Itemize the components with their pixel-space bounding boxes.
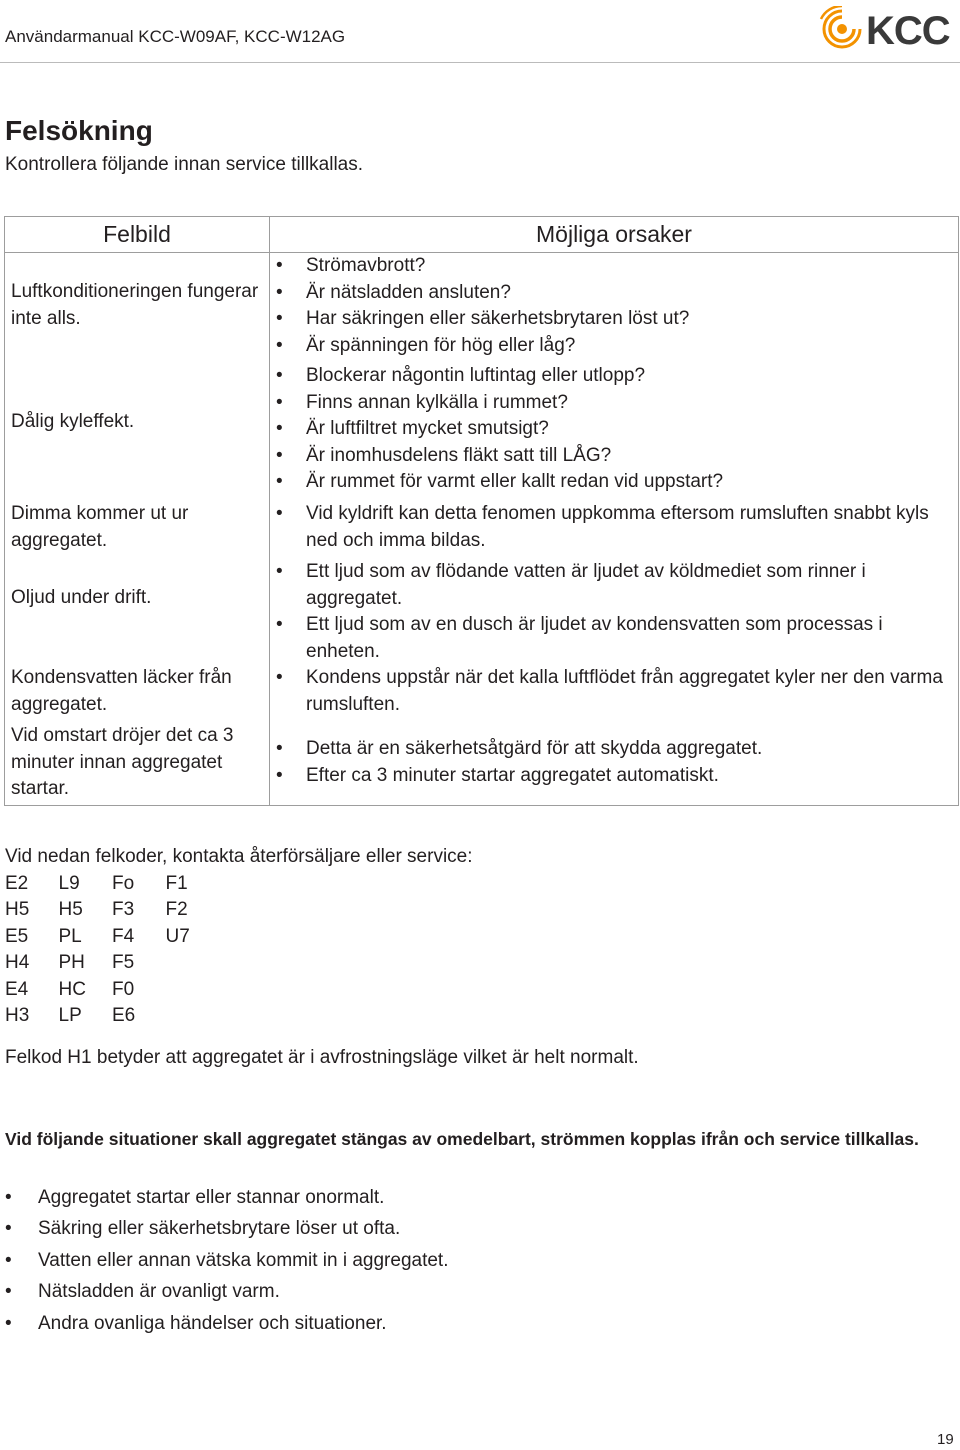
error-code: L9 bbox=[58, 873, 80, 894]
causes-list bbox=[270, 723, 958, 789]
causes-list bbox=[270, 363, 958, 496]
causes-list bbox=[270, 665, 958, 718]
causes-list bbox=[270, 559, 958, 665]
table-row bbox=[5, 253, 959, 364]
error-code-row bbox=[5, 871, 219, 897]
section-intro: Kontrollera följande innan service tillkallas. bbox=[5, 154, 364, 175]
causes-list bbox=[270, 253, 958, 359]
error-code: H5 bbox=[58, 899, 83, 921]
cause-item: • Kondens uppstår när det kalla luftflödet från aggregatet kyler ner den varma rumsluften. bbox=[306, 665, 958, 718]
error-code: H5 bbox=[5, 899, 30, 921]
col-header-causes: Möjliga orsaker bbox=[270, 217, 959, 253]
symptom-cell: Kondensvatten läcker från aggregatet. bbox=[11, 667, 232, 715]
symptom-cell: Dålig kyleffekt. bbox=[11, 411, 135, 432]
table-row bbox=[5, 501, 959, 559]
causes-list bbox=[270, 501, 958, 554]
page-header-title: Användarmanual KCC-W09AF, KCC-W12AG bbox=[5, 27, 346, 46]
error-codes-grid bbox=[5, 871, 219, 1029]
symptom-cell: Oljud under drift. bbox=[11, 587, 152, 608]
error-code-row bbox=[5, 897, 219, 923]
page-number: 19 bbox=[937, 1431, 954, 1448]
table-row bbox=[5, 363, 959, 501]
error-code: LP bbox=[58, 1005, 82, 1027]
error-code: H4 bbox=[5, 952, 30, 974]
error-code: F0 bbox=[112, 978, 135, 1000]
kcc-swirl-logo-icon bbox=[818, 6, 870, 52]
error-code: E4 bbox=[5, 978, 29, 1000]
cause-item: • Strömavbrott? bbox=[306, 253, 958, 280]
error-code-row bbox=[5, 1003, 219, 1029]
error-code: F3 bbox=[112, 899, 135, 921]
warning-heading: Vid följande situationer skall aggregatet stängas av omedelbart, strömmen kopplas ifrån och service tillkallas. bbox=[5, 1129, 919, 1149]
error-code: E2 bbox=[5, 873, 29, 894]
cause-item: • Finns annan kylkälla i rummet? bbox=[306, 390, 958, 417]
cause-item: • Detta är en säkerhetsåtgärd för att skydda aggregatet. bbox=[306, 736, 958, 763]
error-code: E6 bbox=[112, 1005, 136, 1027]
table-row bbox=[5, 723, 959, 806]
troubleshooting-table bbox=[4, 216, 959, 806]
header-divider bbox=[0, 62, 960, 63]
cause-item: • Är spänningen för hög eller låg? bbox=[306, 333, 958, 360]
section-title: Felsökning bbox=[5, 115, 153, 146]
symptom-cell: Dimma kommer ut ur aggregatet. bbox=[11, 503, 189, 551]
cause-item: • Blockerar någontin luftintag eller utlopp? bbox=[306, 363, 958, 390]
table-row bbox=[5, 559, 959, 665]
warning-item: • Vatten eller annan vätska kommit in i aggregatet. bbox=[5, 1245, 449, 1276]
cause-item: • Har säkringen eller säkerhetsbrytaren löst ut? bbox=[306, 306, 958, 333]
error-code: U7 bbox=[165, 925, 190, 947]
warning-item: • Andra ovanliga händelser och situationer. bbox=[5, 1308, 449, 1339]
error-code: PH bbox=[58, 952, 85, 974]
error-code-row bbox=[5, 924, 219, 950]
error-code: F2 bbox=[165, 899, 188, 921]
cause-item: • Vid kyldrift kan detta fenomen uppkomma eftersom rumsluften snabbt kyls ned och imma bildas. bbox=[306, 501, 958, 554]
error-code: Fo bbox=[112, 873, 135, 894]
warning-list bbox=[5, 1182, 449, 1339]
error-code: F1 bbox=[165, 873, 188, 894]
logo-text: KCC bbox=[866, 9, 950, 53]
error-codes-intro: Vid nedan felkoder, kontakta återförsäljare eller service: bbox=[5, 846, 473, 867]
cause-item: • Efter ca 3 minuter startar aggregatet automatiskt. bbox=[306, 763, 958, 790]
warning-item: • Nätsladden är ovanligt varm. bbox=[5, 1276, 449, 1307]
error-code: F4 bbox=[112, 925, 135, 947]
symptom-cell: Luftkonditioneringen fungerar inte alls. bbox=[11, 281, 259, 329]
error-code-row bbox=[5, 977, 219, 1003]
kcc-logo bbox=[818, 6, 960, 52]
error-code-row bbox=[5, 950, 219, 976]
symptom-cell: Vid omstart dröjer det ca 3 minuter innan aggregatet startar. bbox=[11, 725, 234, 799]
cause-item: • Är inomhusdelens fläkt satt till LÅG? bbox=[306, 443, 958, 470]
col-header-symptom: Felbild bbox=[5, 217, 270, 253]
error-code-h1-note: Felkod H1 betyder att aggregatet är i avfrostningsläge vilket är helt normalt. bbox=[5, 1047, 639, 1068]
error-code: PL bbox=[58, 925, 82, 947]
warning-item: • Aggregatet startar eller stannar onormalt. bbox=[5, 1182, 449, 1213]
cause-item: • Är nätsladden ansluten? bbox=[306, 280, 958, 307]
cause-item: • Är rummet för varmt eller kallt redan vid uppstart? bbox=[306, 469, 958, 496]
error-code: E5 bbox=[5, 925, 29, 947]
table-row bbox=[5, 665, 959, 723]
cause-item: • Ett ljud som av en dusch är ljudet av kondensvatten som processas i enheten. bbox=[306, 612, 958, 665]
error-code: H3 bbox=[5, 1005, 30, 1027]
error-code: HC bbox=[58, 978, 86, 1000]
cause-item: • Ett ljud som av flödande vatten är ljudet av köldmediet som rinner i aggregatet. bbox=[306, 559, 958, 612]
error-code: F5 bbox=[112, 952, 135, 974]
cause-item: • Är luftfiltret mycket smutsigt? bbox=[306, 416, 958, 443]
warning-item: • Säkring eller säkerhetsbrytare löser ut ofta. bbox=[5, 1213, 449, 1244]
